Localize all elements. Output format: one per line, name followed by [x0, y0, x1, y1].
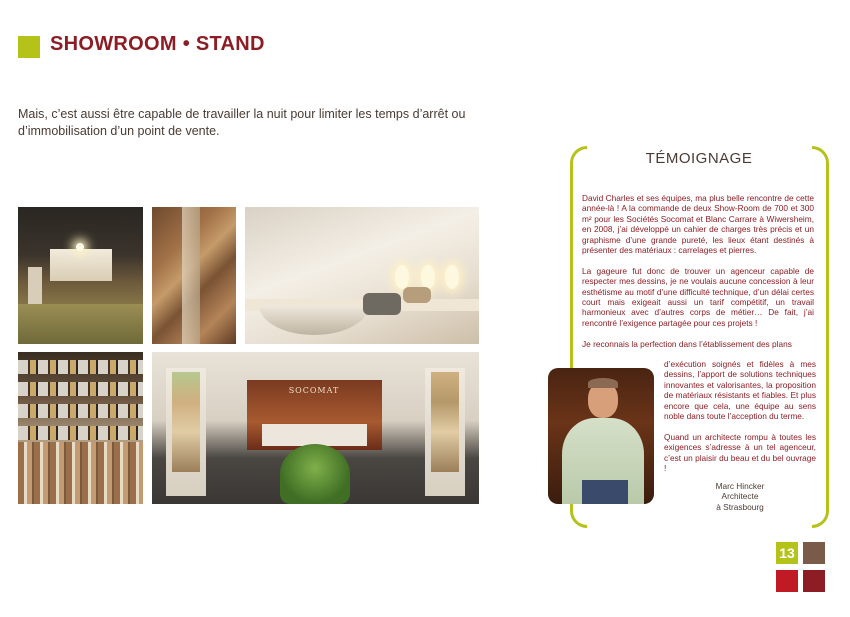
photo-stone-wall	[152, 207, 236, 344]
decorative-square-red	[776, 570, 798, 592]
testimonial-paragraph-3-lead: Je reconnais la perfection dans l’établissement des plans	[582, 338, 792, 349]
decorative-square-brown	[803, 542, 825, 564]
decorative-square-dark-red	[803, 570, 825, 592]
photo-showroom-interior	[18, 207, 143, 344]
testimonial-body	[582, 193, 814, 349]
title-accent-square	[18, 36, 40, 58]
testimonial-paragraph: d’exécution soignés et fidèles à mes dessins, l’apport de solutions techniques innovantes et valorisantes, la proposition de matériaux résistants et fiables. Et plus encore que cela, une équipe au sens noble dans toute l’acception du terme.	[664, 359, 816, 422]
intro-text: Mais, c’est aussi être capable de travailler la nuit pour limiter les temps d’arrêt ou d’immobilisation d’un point de vente.	[18, 107, 466, 138]
page-title: SHOWROOM • STAND	[50, 33, 265, 55]
architect-portrait	[548, 368, 654, 504]
signature-name: Marc Hincker	[715, 481, 765, 491]
lobby-logo: SOCOMAT	[288, 386, 340, 395]
signature	[690, 481, 790, 512]
signature-city: à Strasbourg	[716, 501, 764, 512]
testimonial-body-continued	[664, 359, 816, 484]
testimonial-paragraph: David Charles et ses équipes, ma plus belle rencontre de cette année-là ! A la commande de deux Show-Room de 700 et 300 m² pour les Sociétés Socomat et Blanc Carrare à Wiwersheim, en 2008, j’ai développé un cahier de charges très précis et un graphisme d’une grande pureté, les lieux étant destinés à présenter des matériaux : carrelages et pierres.	[582, 193, 814, 256]
testimonial-paragraph: La gageure fut donc de trouver un agenceur capable de respecter mes dessins, je ne voulais aucune concession à leur esthétisme au motif d’une difficulté technique, d’un délai certes court mais exigeait aussi un tarif compétitif, un travail harmonieux avec d’autres corps de métier… De fait, j’ai rencontré l’exigence partagée pour ces projets !	[582, 265, 814, 328]
photo-tile-samples-wall	[18, 352, 143, 504]
testimonial-paragraph: Quand un architecte rompu à toutes les exigences s’adresse à un tel agenceur, c’est un plaisir du beau et du bel ouvrage !	[664, 431, 816, 474]
photo-stone-bowls-shelf	[245, 207, 479, 344]
signature-role: Architecte	[721, 491, 759, 502]
page-number: 13	[776, 542, 798, 564]
photo-socomat-lobby	[152, 352, 479, 504]
testimonial-heading: TÉMOIGNAGE	[645, 150, 753, 167]
